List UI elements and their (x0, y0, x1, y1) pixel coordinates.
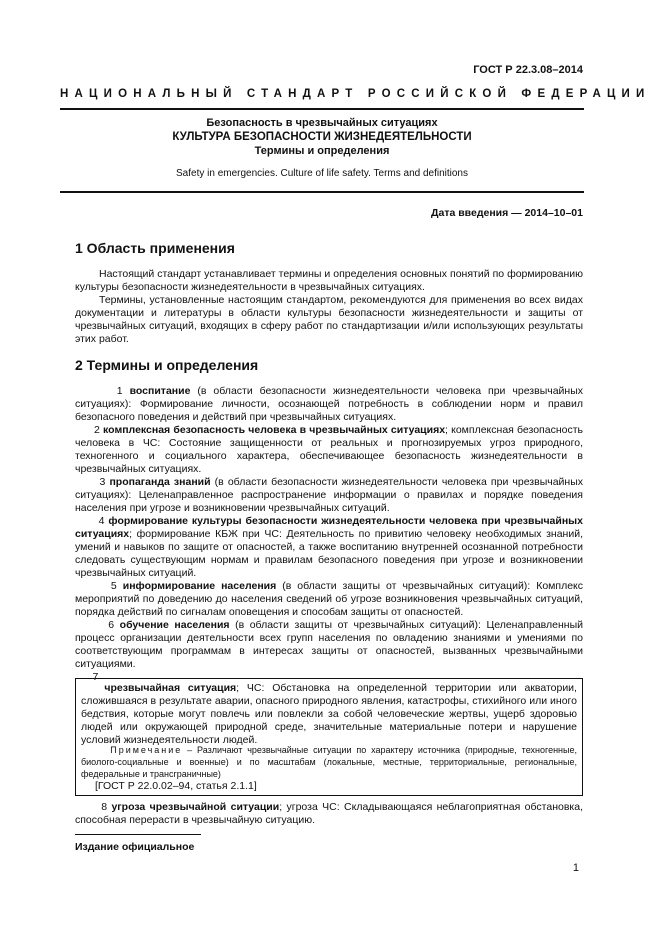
english-title: Safety in emergencies. Culture of life safety. Terms and definitions (176, 168, 468, 179)
term-7-number: 7 (92, 671, 99, 683)
note-label: Примечание (110, 745, 183, 755)
title-line-3: Термины и определения (254, 145, 390, 157)
title-line-2: КУЛЬТУРА БЕЗОПАСНОСТИ ЖИЗНЕДЕЯТЕЛЬНОСТИ (172, 131, 472, 143)
term-8-definition: ; угроза ЧС: Складывающаяся неблагоприятная обстановка, способная перерасти в чрезвычайную ситуацию. (75, 801, 583, 826)
term-8-number: 8 (101, 801, 108, 813)
introduction-date: Дата введения — 2014–10–01 (431, 207, 583, 219)
term-6-definition: (в области защиты от чрезвычайных ситуаций): Целенаправленный процесс организации деятельности всех групп населения по овладению знаниями и умениями по соответствующим программам в интересах защиты от опасностей, вызванных чрезвычайными ситуациями. (75, 619, 583, 670)
section-1-paragraph-1: Настоящий стандарт устанавливает термины и определения основных понятий по формированию культуры безопасности жизнедеятельности в чрезвычайных ситуациях. (75, 268, 583, 293)
term-2 (75, 424, 583, 476)
footer-divider (75, 834, 201, 835)
term-3-name: пропаганда знаний (109, 476, 211, 488)
term-7-note (81, 744, 577, 780)
term-6-name: обучение населения (119, 619, 230, 631)
top-divider (60, 108, 584, 110)
terms-list (75, 385, 583, 684)
term-6-number: 6 (108, 619, 115, 631)
term-1-definition: (в области безопасности жизнедеятельности человека при чрезвычайных ситуациях): Формирование личности, осознающей потребность в соблюдении норм и правил безопасного поведения и действий при чрезвычайных ситуациях. (75, 385, 584, 423)
section-1-heading: 1 Область применения (75, 240, 235, 256)
term-2-number: 2 (94, 424, 100, 436)
title-divider (60, 191, 584, 193)
term-6 (75, 619, 583, 671)
term-7-reference: [ГОСТ Р 22.0.02–94, статья 2.1.1] (95, 780, 257, 792)
term-5-number: 5 (110, 580, 117, 592)
term-1-number: 1 (116, 385, 123, 397)
term-5-name: информирование населения (122, 580, 277, 592)
term-5-definition: (в области защиты от чрезвычайных ситуаций): Комплекс мероприятий по доведению до населения сведений об угрозе возникновения чрезвычайных ситуаций, порядка действий по сигналам оповещения и способам защиты от опасностей. (75, 580, 583, 618)
title-line-1: Безопасность в чрезвычайных ситуациях (206, 117, 438, 129)
section-1-body (75, 268, 583, 346)
term-3 (75, 476, 583, 515)
note-text: – Различают чрезвычайные ситуации по характеру источника (природные, техногенные, биолого-социальные и военные) и по масштабам (локальные, местные, территориальные, региональные, федеральные и трансграничные) (81, 745, 577, 779)
term-3-definition: (в области безопасности жизнедеятельности человека при чрезвычайных ситуациях): Целенаправленное распространение информации о правилах и порядке поведения населения при угрозе и возникновении чрезвычайных ситуаций. (75, 476, 584, 514)
term-7-definition: ; ЧС: Обстановка на определенной территории или акватории, сложившаяся в результате аварии, опасного природного явления, катастрофы, стихийного или иного бедствия, которые могут повлечь или повлекли за собой человеческие жертвы, ущерб здоровью людей или окружающей природной среде, значительные материальные потери и нарушение условий жизнедеятельности людей. (81, 682, 577, 746)
term-1 (75, 385, 583, 424)
term-7 (81, 682, 577, 747)
term-4 (75, 515, 583, 580)
term-3-number: 3 (99, 476, 106, 488)
term-1-name: воспитание (129, 385, 191, 397)
term-2-definition: ; комплексная безопасность человека в ЧС: Состояние защищенности от реальных и прогнозируемых угроз природного, техногенного и социального характера, обеспечивающее безопасность жизнедеятельности в чрезвычайных ситуациях. (75, 424, 583, 475)
national-standard-line: НАЦИОНАЛЬНЫЙ СТАНДАРТ РОССИЙСКОЙ ФЕДЕРАЦИИ (60, 88, 651, 100)
term-7-name: чрезвычайная ситуация (104, 682, 237, 694)
term-8-name: угроза чрезвычайной ситуации (111, 801, 280, 813)
term-8 (75, 801, 583, 827)
section-2-heading: 2 Термины и определения (75, 357, 259, 373)
term-2-name: комплексная безопасность человека в чрезвычайных ситуациях (103, 424, 446, 436)
term-4-name: формирование культуры безопасности жизнедеятельности человека при чрезвычайных ситуациях (75, 515, 583, 540)
page-number: 1 (572, 862, 579, 874)
term-5 (75, 580, 583, 619)
official-edition-label: Издание официальное (75, 841, 195, 853)
section-1-paragraph-2: Термины, установленные настоящим стандартом, рекомендуются для применения во всех видах документации и литературы в области культуры безопасности жизнедеятельности и защиты от чрезвычайных ситуаций, входящих в сферу работ по стандартизации и/или использующих результаты этих работ. (75, 294, 583, 345)
term-4-definition: ; формирование КБЖ при ЧС: Деятельность по привитию человеку необходимых знаний, умений и навыков по защите от опасностей, а также воспитанию внутренней осознанной потребности следовать существующим нормам и правилам безопасного поведения при угрозе и возникновении чрезвычайных ситуаций. (75, 528, 583, 579)
term-4-number: 4 (98, 515, 105, 527)
document-number: ГОСТ Р 22.3.08–2014 (473, 64, 583, 76)
